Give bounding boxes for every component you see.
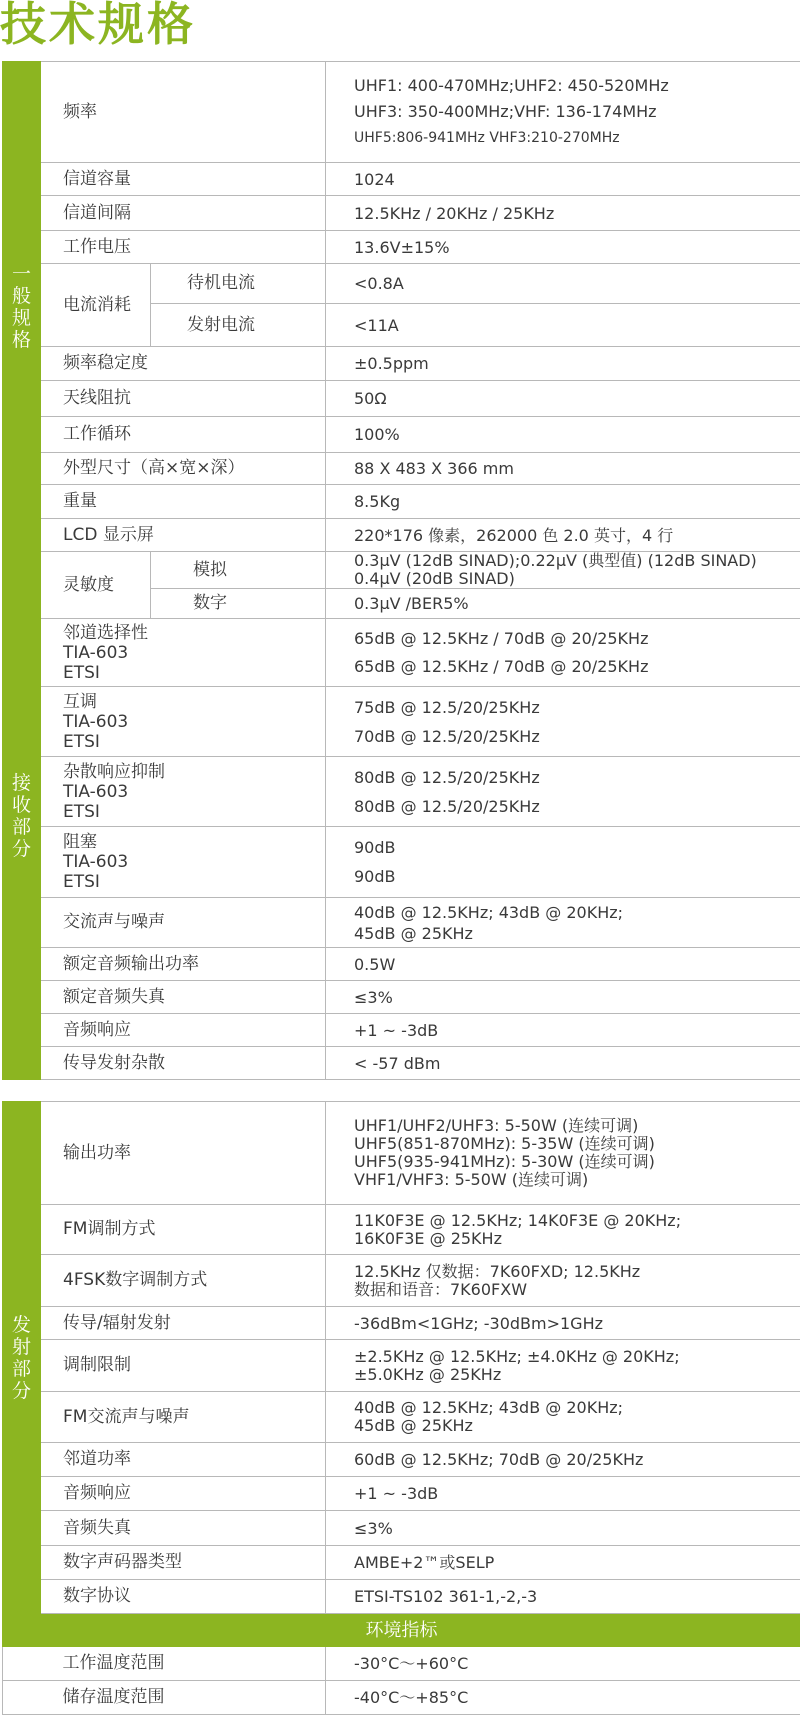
audio-output-power-value: 0.5W [326, 948, 800, 981]
tx-audio-response-label: 音频响应 [41, 1477, 326, 1511]
rx-audio-response-value: +1 ~ -3dB [326, 1014, 800, 1047]
section-label-receiver: 接收部分 [3, 552, 41, 1080]
section-label-general: 一般规格 [3, 62, 41, 552]
environment-header: 环境指标 [3, 1614, 800, 1647]
sensitivity-analog-label: 模拟 [151, 552, 326, 589]
spurious-rejection-label: 杂散响应抑制 TIA-603 ETSI [41, 757, 326, 827]
voltage-label: 工作电压 [41, 231, 326, 264]
adjacent-selectivity-label: 邻道选择性 TIA-603 ETSI [41, 619, 326, 687]
fsk-mod-value: 12.5KHz 仅数据：7K60FXD; 12.5KHz 数据和语音：7K60FXW [326, 1255, 800, 1307]
tx-audio-distortion-value: ≤3% [326, 1511, 800, 1546]
environment-spacer [3, 1681, 41, 1715]
sensitivity-digital-label: 数字 [151, 589, 326, 619]
current-label: 电流消耗 [41, 264, 151, 347]
tx-audio-distortion-label: 音频失真 [41, 1511, 326, 1546]
stability-label: 频率稳定度 [41, 347, 326, 381]
emission-value: -36dBm<1GHz; -30dBm>1GHz [326, 1307, 800, 1340]
mod-limit-label: 调制限制 [41, 1340, 326, 1392]
channel-capacity-value: 1024 [326, 163, 800, 196]
output-power-label: 输出功率 [41, 1102, 326, 1205]
standby-current-label: 待机电流 [151, 264, 326, 304]
fsk-mod-label: 4FSK数字调制方式 [41, 1255, 326, 1307]
rx-audio-response-label: 音频响应 [41, 1014, 326, 1047]
transmitter-spec-table [2, 1101, 800, 1715]
channel-capacity-label: 信道容量 [41, 163, 326, 196]
channel-spacing-value: 12.5KHz / 20KHz / 25KHz [326, 196, 800, 231]
environment-spacer [3, 1647, 41, 1681]
emission-label: 传导/辐射发射 [41, 1307, 326, 1340]
frequency-label: 频率 [41, 62, 326, 163]
protocol-label: 数字协议 [41, 1580, 326, 1614]
dimensions-label: 外型尺寸（高×宽×深） [41, 453, 326, 485]
tx-current-label: 发射电流 [151, 304, 326, 347]
adjacent-selectivity-value: 65dB @ 12.5KHz / 70dB @ 20/25KHz 65dB @ 12.5KHz / 70dB @ 20/25KHz [326, 619, 800, 687]
weight-value: 8.5Kg [326, 485, 800, 519]
hum-noise-label: 交流声与噪声 [41, 898, 326, 948]
weight-label: 重量 [41, 485, 326, 519]
blocking-label: 阻塞 TIA-603 ETSI [41, 827, 326, 898]
fm-hum-noise-value: 40dB @ 12.5KHz; 43dB @ 20KHz; 45dB @ 25KHz [326, 1392, 800, 1443]
fm-mod-label: FM调制方式 [41, 1205, 326, 1255]
storage-temp-label: 储存温度范围 [41, 1681, 326, 1715]
storage-temp-value: -40°C～+85°C [326, 1681, 800, 1715]
duty-cycle-value: 100% [326, 417, 800, 453]
vocoder-value: AMBE+2™或SELP [326, 1546, 800, 1580]
protocol-value: ETSI-TS102 361-1,-2,-3 [326, 1580, 800, 1614]
impedance-value: 50Ω [326, 381, 800, 417]
mod-limit-value: ±2.5KHz @ 12.5KHz; ±4.0KHz @ 20KHz; ±5.0KHz @ 25KHz [326, 1340, 800, 1392]
page-title: 技术规格 [0, 0, 196, 51]
rx-audio-distortion-value: ≤3% [326, 981, 800, 1014]
sensitivity-digital-value: 0.3µV /BER5% [326, 589, 800, 619]
hum-noise-value: 40dB @ 12.5KHz; 43dB @ 20KHz; 45dB @ 25KHz [326, 898, 800, 948]
conducted-spurious-value: < -57 dBm [326, 1047, 800, 1080]
lcd-label: LCD 显示屏 [41, 519, 326, 552]
voltage-value: 13.6V±15% [326, 231, 800, 264]
lcd-value: 220*176 像素，262000 色 2.0 英寸，4 行 [326, 519, 800, 552]
op-temp-value: -30°C～+60°C [326, 1647, 800, 1681]
channel-spacing-label: 信道间隔 [41, 196, 326, 231]
fm-mod-value: 11K0F3E @ 12.5KHz; 14K0F3E @ 20KHz; 16K0F3E @ 25KHz [326, 1205, 800, 1255]
section-label-transmitter: 发射部分 [3, 1102, 41, 1614]
sensitivity-label: 灵敏度 [41, 552, 151, 619]
tx-current-value: <11A [326, 304, 800, 347]
intermod-label: 互调 TIA-603 ETSI [41, 687, 326, 757]
rx-audio-distortion-label: 额定音频失真 [41, 981, 326, 1014]
spurious-rejection-value: 80dB @ 12.5/20/25KHz 80dB @ 12.5/20/25KHz [326, 757, 800, 827]
output-power-value: UHF1/UHF2/UHF3: 5-50W (连续可调) UHF5(851-870MHz): 5-35W (连续可调) UHF5(935-941MHz): 5-30W (连续可调) VHF1/VHF3: 5-50W (连续可调) [326, 1102, 800, 1205]
sensitivity-analog-value: 0.3µV (12dB SINAD);0.22µV (典型值) (12dB SINAD) 0.4µV (20dB SINAD) [326, 552, 800, 589]
fm-hum-noise-label: FM交流声与噪声 [41, 1392, 326, 1443]
op-temp-label: 工作温度范围 [41, 1647, 326, 1681]
duty-cycle-label: 工作循环 [41, 417, 326, 453]
impedance-label: 天线阻抗 [41, 381, 326, 417]
blocking-value: 90dB 90dB [326, 827, 800, 898]
general-spec-table [2, 61, 800, 552]
conducted-spurious-label: 传导发射杂散 [41, 1047, 326, 1080]
frequency-value: UHF1: 400-470MHz;UHF2: 450-520MHz UHF3: 350-400MHz;VHF: 136-174MHz UHF5:806-941MHz VHF3:210-270MHz [326, 62, 800, 163]
adjacent-power-label: 邻道功率 [41, 1443, 326, 1477]
vocoder-label: 数字声码器类型 [41, 1546, 326, 1580]
audio-output-power-label: 额定音频输出功率 [41, 948, 326, 981]
stability-value: ±0.5ppm [326, 347, 800, 381]
dimensions-value: 88 X 483 X 366 mm [326, 453, 800, 485]
adjacent-power-value: 60dB @ 12.5KHz; 70dB @ 20/25KHz [326, 1443, 800, 1477]
receiver-spec-table [2, 551, 800, 1080]
tx-audio-response-value: +1 ~ -3dB [326, 1477, 800, 1511]
intermod-value: 75dB @ 12.5/20/25KHz 70dB @ 12.5/20/25KHz [326, 687, 800, 757]
standby-current-value: <0.8A [326, 264, 800, 304]
